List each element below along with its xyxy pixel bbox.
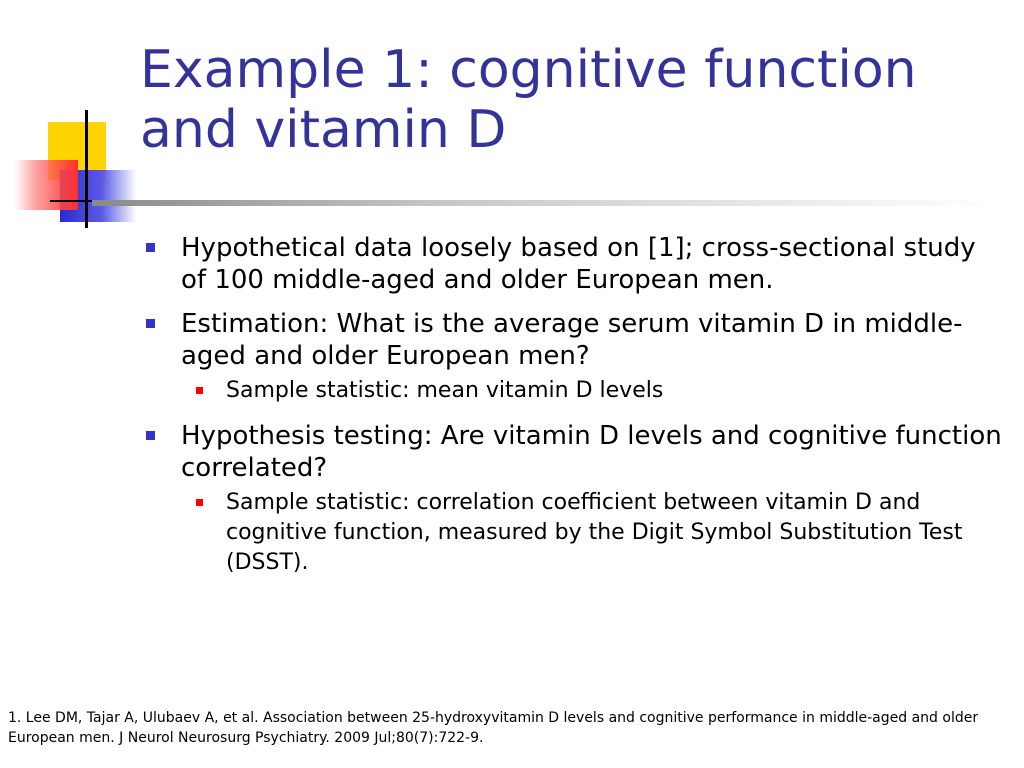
square-bullet-icon	[146, 431, 155, 440]
slide-title: Example 1: cognitive function and vitamin D	[140, 40, 917, 160]
bullet-text: Hypothesis testing: Are vitamin D levels and cognitive function correlated?	[181, 421, 1002, 483]
sub-bullet-item-2-1	[140, 376, 1008, 406]
slide-body	[140, 232, 1008, 592]
bullet-item-3	[140, 420, 1008, 484]
sub-bullet-text: Sample statistic: correlation coefficient between vitamin D and cognitive function, measured by the Digit Symbol Substitution Test (DSST).	[226, 490, 963, 575]
bullet-item-2	[140, 308, 1008, 372]
bullet-text: Hypothetical data loosely based on [1]; cross-sectional study of 100 middle-aged and older European men.	[181, 233, 976, 295]
bullet-text: Estimation: What is the average serum vitamin D in middle-aged and older European men?	[181, 309, 963, 371]
square-bullet-icon	[196, 387, 203, 394]
red-square-shape	[14, 160, 78, 210]
reference-footnote: 1. Lee DM, Tajar A, Ulubaev A, et al. Association between 25-hydroxyvitamin D levels and cognitive performance in middle-aged and older European men. J Neurol Neurosurg Psychiatry. 2009 Jul;80(7):722-9.	[8, 710, 979, 746]
square-bullet-icon	[196, 499, 203, 506]
square-bullet-icon	[146, 319, 155, 328]
sub-bullet-item-3-1	[140, 488, 1008, 578]
bullet-item-1	[140, 232, 1008, 296]
square-bullet-icon	[146, 243, 155, 252]
vertical-line-shape	[85, 110, 88, 228]
title-divider	[92, 200, 992, 206]
sub-bullet-text: Sample statistic: mean vitamin D levels	[226, 378, 664, 403]
